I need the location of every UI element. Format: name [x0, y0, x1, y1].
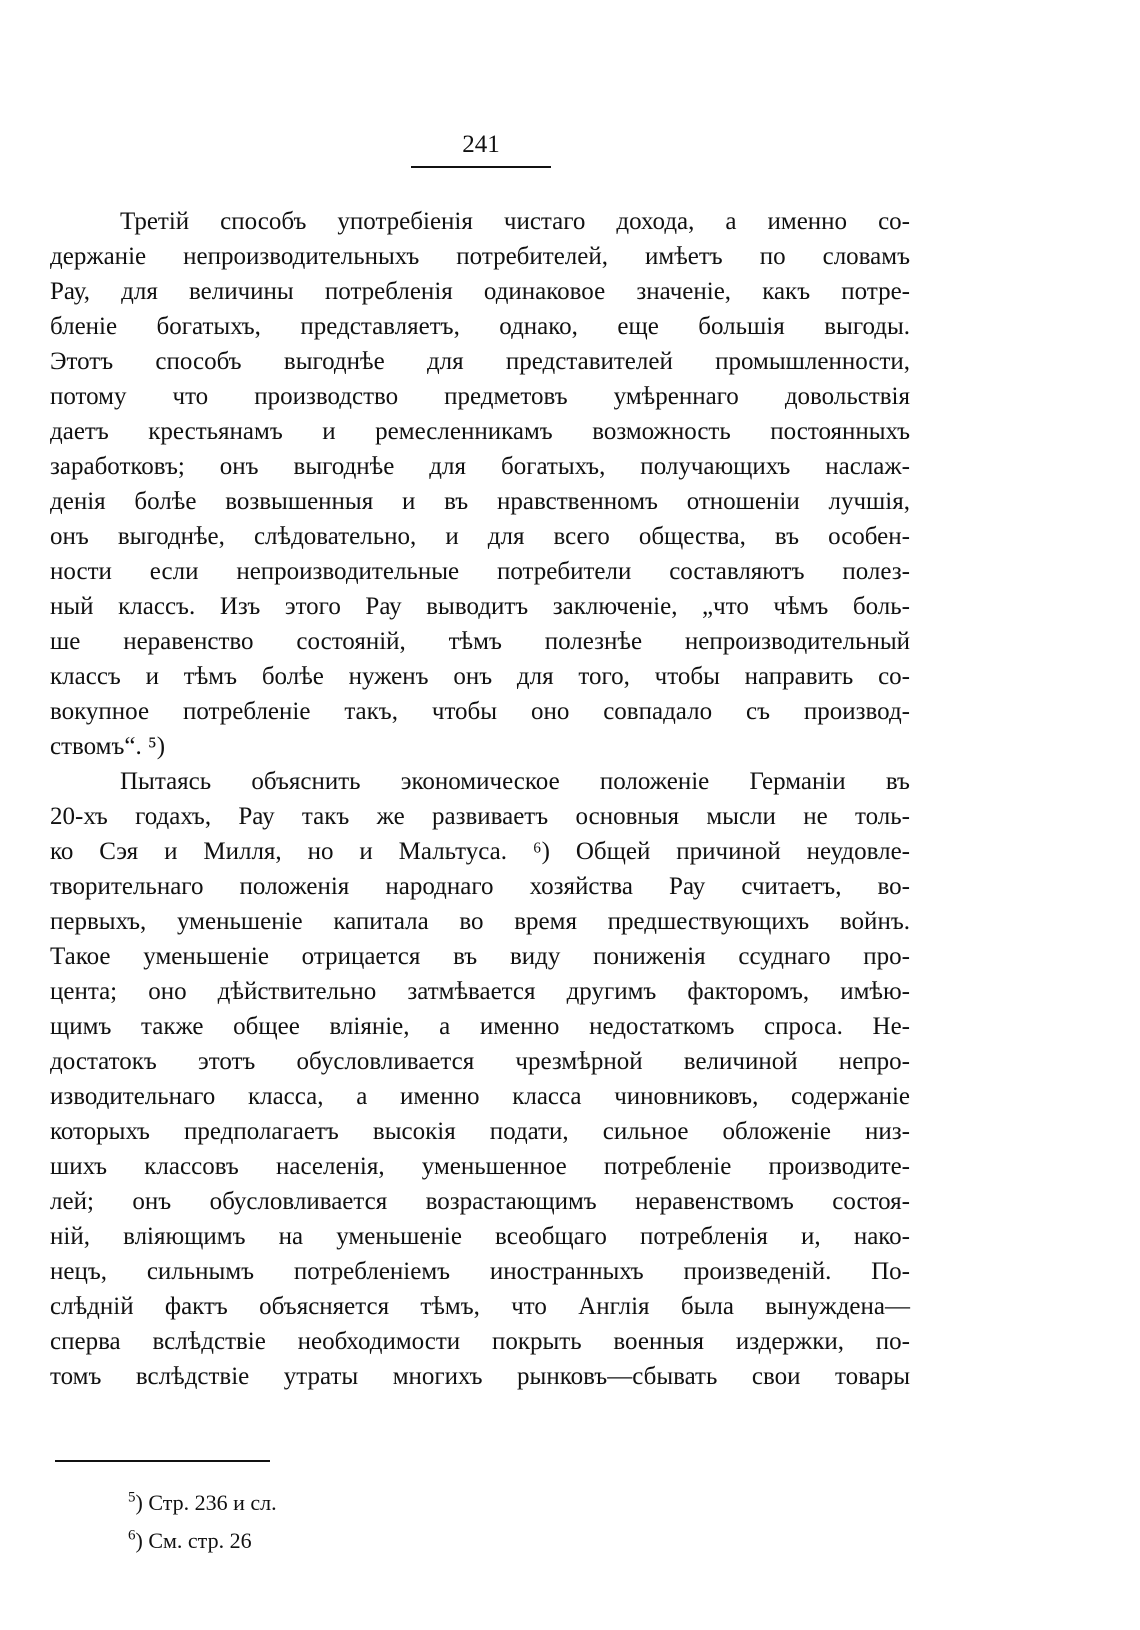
- text-line: Пытаясь объяснить экономическое положеніе Германіи въ: [120, 768, 910, 795]
- text-line: творительнаго положенія народнаго хозяйства Рау считаетъ, во-: [50, 873, 910, 900]
- text-line: ствомъ“. ⁵): [50, 733, 166, 760]
- footnote: [128, 1484, 728, 1522]
- text-line: ше неравенство состояній, тѣмъ полезнѣе непроизводительный: [50, 628, 910, 655]
- text-line: онъ выгоднѣе, слѣдовательно, и для всего общества, въ особен-: [50, 523, 910, 550]
- text-line: заработковъ; онъ выгоднѣе для богатыхъ, получающихъ наслаж-: [50, 453, 910, 480]
- footnote-mark: 6: [128, 1527, 136, 1544]
- text-line: 20-хъ годахъ, Рау такъ же развиваетъ основныя мысли не толь-: [50, 803, 910, 830]
- text-line: щимъ также общее вліяніе, а именно недостаткомъ спроса. Не-: [50, 1013, 910, 1040]
- text-line: слѣдній фактъ объясняется тѣмъ, что Англія была вынуждена—: [50, 1293, 910, 1320]
- page-number: 241: [462, 131, 500, 158]
- text-line: Рау, для величины потребленія одинаковое значеніе, какъ потре-: [50, 278, 910, 305]
- text-line: лей; онъ обусловливается возрастающимъ неравенствомъ состоя-: [50, 1188, 910, 1215]
- text-line: бленіе богатыхъ, представляетъ, однако, еще большія выгоды.: [50, 313, 910, 340]
- text-line: классъ и тѣмъ болѣе нуженъ онъ для того, чтобы направить со-: [50, 663, 910, 690]
- text-line: Третій способъ употребіенія чистаго дохода, а именно со-: [120, 208, 910, 235]
- footnote: [128, 1522, 728, 1560]
- text-line: держаніе непроизводительныхъ потребителей, имѣетъ по словамъ: [50, 243, 910, 270]
- text-line: даетъ крестьянамъ и ремесленникамъ возможность постоянныхъ: [50, 418, 910, 445]
- footnotes: [128, 1484, 728, 1560]
- text-line: ко Сэя и Милля, но и Мальтуса. ⁶) Общей причиной неудовле-: [50, 838, 910, 865]
- text-line: изводительнаго класса, а именно класса чиновниковъ, содержаніе: [50, 1083, 910, 1110]
- text-line: шихъ классовъ населенія, уменьшенное потребленіе производите-: [50, 1153, 910, 1180]
- text-line: денія болѣе возвышенныя и въ нравственномъ отношеніи лучшія,: [50, 488, 910, 515]
- text-line: ній, вліяющимъ на уменьшеніе всеобщаго потребленія и, нако-: [50, 1223, 910, 1250]
- page-number-rule: [411, 166, 551, 168]
- text-line: томъ вслѣдствіе утраты многихъ рынковъ—сбывать свои товары: [50, 1363, 910, 1390]
- footnote-text: ) Стр. 236 и сл.: [135, 1490, 277, 1515]
- body-text: [50, 204, 910, 1444]
- text-line: которыхъ предполагаетъ высокія подати, сильное обложеніе низ-: [50, 1118, 910, 1145]
- text-line: ности если непроизводительные потребители составляютъ полез-: [50, 558, 910, 585]
- text-line: достатокъ этотъ обусловливается чрезмѣрной величиной непро-: [50, 1048, 910, 1075]
- text-line: нецъ, сильнымъ потребленіемъ иностранныхъ произведеній. По-: [50, 1258, 910, 1285]
- footnote-rule: [55, 1460, 270, 1462]
- footnote-text: ) См. стр. 26: [135, 1528, 252, 1553]
- text-line: вокупное потребленіе такъ, чтобы оно совпадало съ производ-: [50, 698, 910, 725]
- text-line: цента; оно дѣйствительно затмѣвается другимъ факторомъ, имѣю-: [50, 978, 910, 1005]
- text-line: первыхъ, уменьшеніе капитала во время предшествующихъ войнъ.: [50, 908, 910, 935]
- text-line: сперва вслѣдствіе необходимости покрыть военныя издержки, по-: [50, 1328, 910, 1355]
- footnote-mark: 5: [128, 1489, 136, 1506]
- text-line: Такое уменьшеніе отрицается въ виду пониженія ссуднаго про-: [50, 943, 910, 970]
- text-line: Этотъ способъ выгоднѣе для представителей промышленности,: [50, 348, 910, 375]
- text-line: ный классъ. Изъ этого Рау выводитъ заключеніе, „что чѣмъ боль-: [50, 593, 910, 620]
- text-line: потому что производство предметовъ умѣреннаго довольствія: [50, 383, 910, 410]
